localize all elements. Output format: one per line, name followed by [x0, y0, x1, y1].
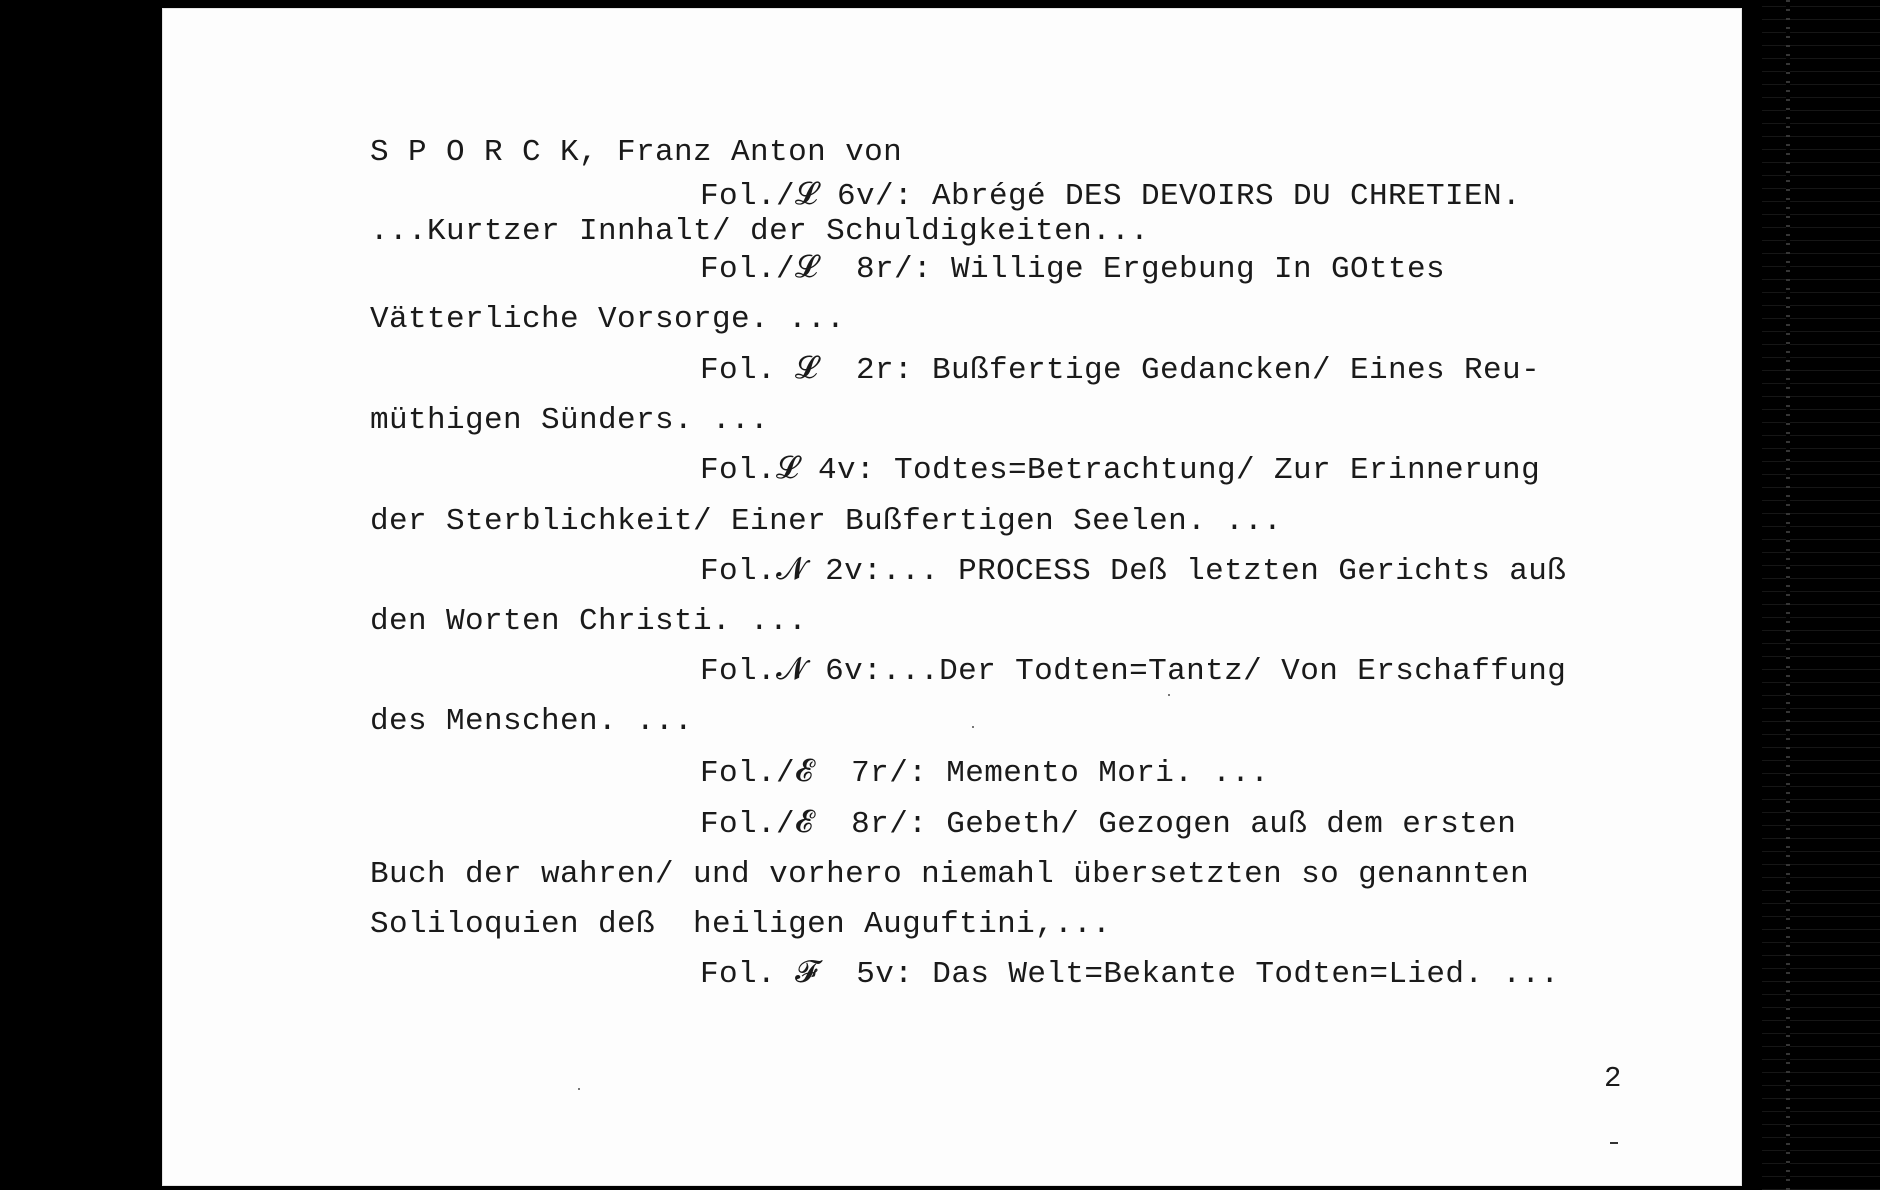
entry-5-reference: Fol.𝓝 2v:... PROCESS Deß letzten Gerichts auß: [700, 554, 1567, 589]
entry-8-reference: Fol./𝓔 8r/: Gebeth/ Gezogen auß dem ersten: [700, 807, 1517, 842]
film-edge-texture: [1762, 0, 1880, 1190]
corner-mark: [1610, 1142, 1618, 1144]
entry-9-reference: Fol. 𝓕 5v: Das Welt=Bekante Todten=Lied. ...: [700, 957, 1560, 992]
page-number: 2: [1604, 1062, 1622, 1095]
paper-speck: [578, 1088, 580, 1090]
entry-1-reference: Fol./𝓛 6v/: Abrégé DES DEVOIRS DU CHRETIEN.: [700, 179, 1522, 214]
entry-2-continuation: Vätterliche Vorsorge. ...: [370, 302, 846, 337]
entry-4-reference: Fol.𝓛 4v: Todtes=Betrachtung/ Zur Erinnerung: [700, 453, 1541, 488]
entry-4-continuation: der Sterblichkeit/ Einer Bußfertigen Seelen. ...: [370, 504, 1283, 539]
entry-8-continuation-1: Buch der wahren/ und vorhero niemahl übersetzten so genannten: [370, 857, 1530, 892]
catalog-card: [162, 8, 1742, 1186]
entry-6-reference: Fol.𝓝 6v:...Der Todten=Tantz/ Von Erschaffung: [700, 654, 1567, 689]
entry-3-reference: Fol. 𝓛 2r: Bußfertige Gedancken/ Eines Reu-: [700, 353, 1541, 388]
entry-6-continuation: des Menschen. ...: [370, 704, 694, 739]
entry-8-continuation-2: Soliloquien deß heiligen Auguftini,...: [370, 907, 1112, 942]
entry-3-continuation: müthigen Sünders. ...: [370, 403, 770, 438]
entry-7-reference: Fol./𝓔 7r/: Memento Mori. ...: [700, 756, 1270, 791]
entry-5-continuation: den Worten Christi. ...: [370, 604, 808, 639]
paper-speck: [1168, 694, 1170, 696]
entry-1-continuation: ...Kurtzer Innhalt/ der Schuldigkeiten...: [370, 214, 1150, 249]
entry-2-reference: Fol./𝓛 8r/: Willige Ergebung In GOttes: [700, 252, 1446, 287]
card-heading: S P O R C K, Franz Anton von: [370, 135, 903, 170]
paper-speck: [972, 726, 974, 728]
